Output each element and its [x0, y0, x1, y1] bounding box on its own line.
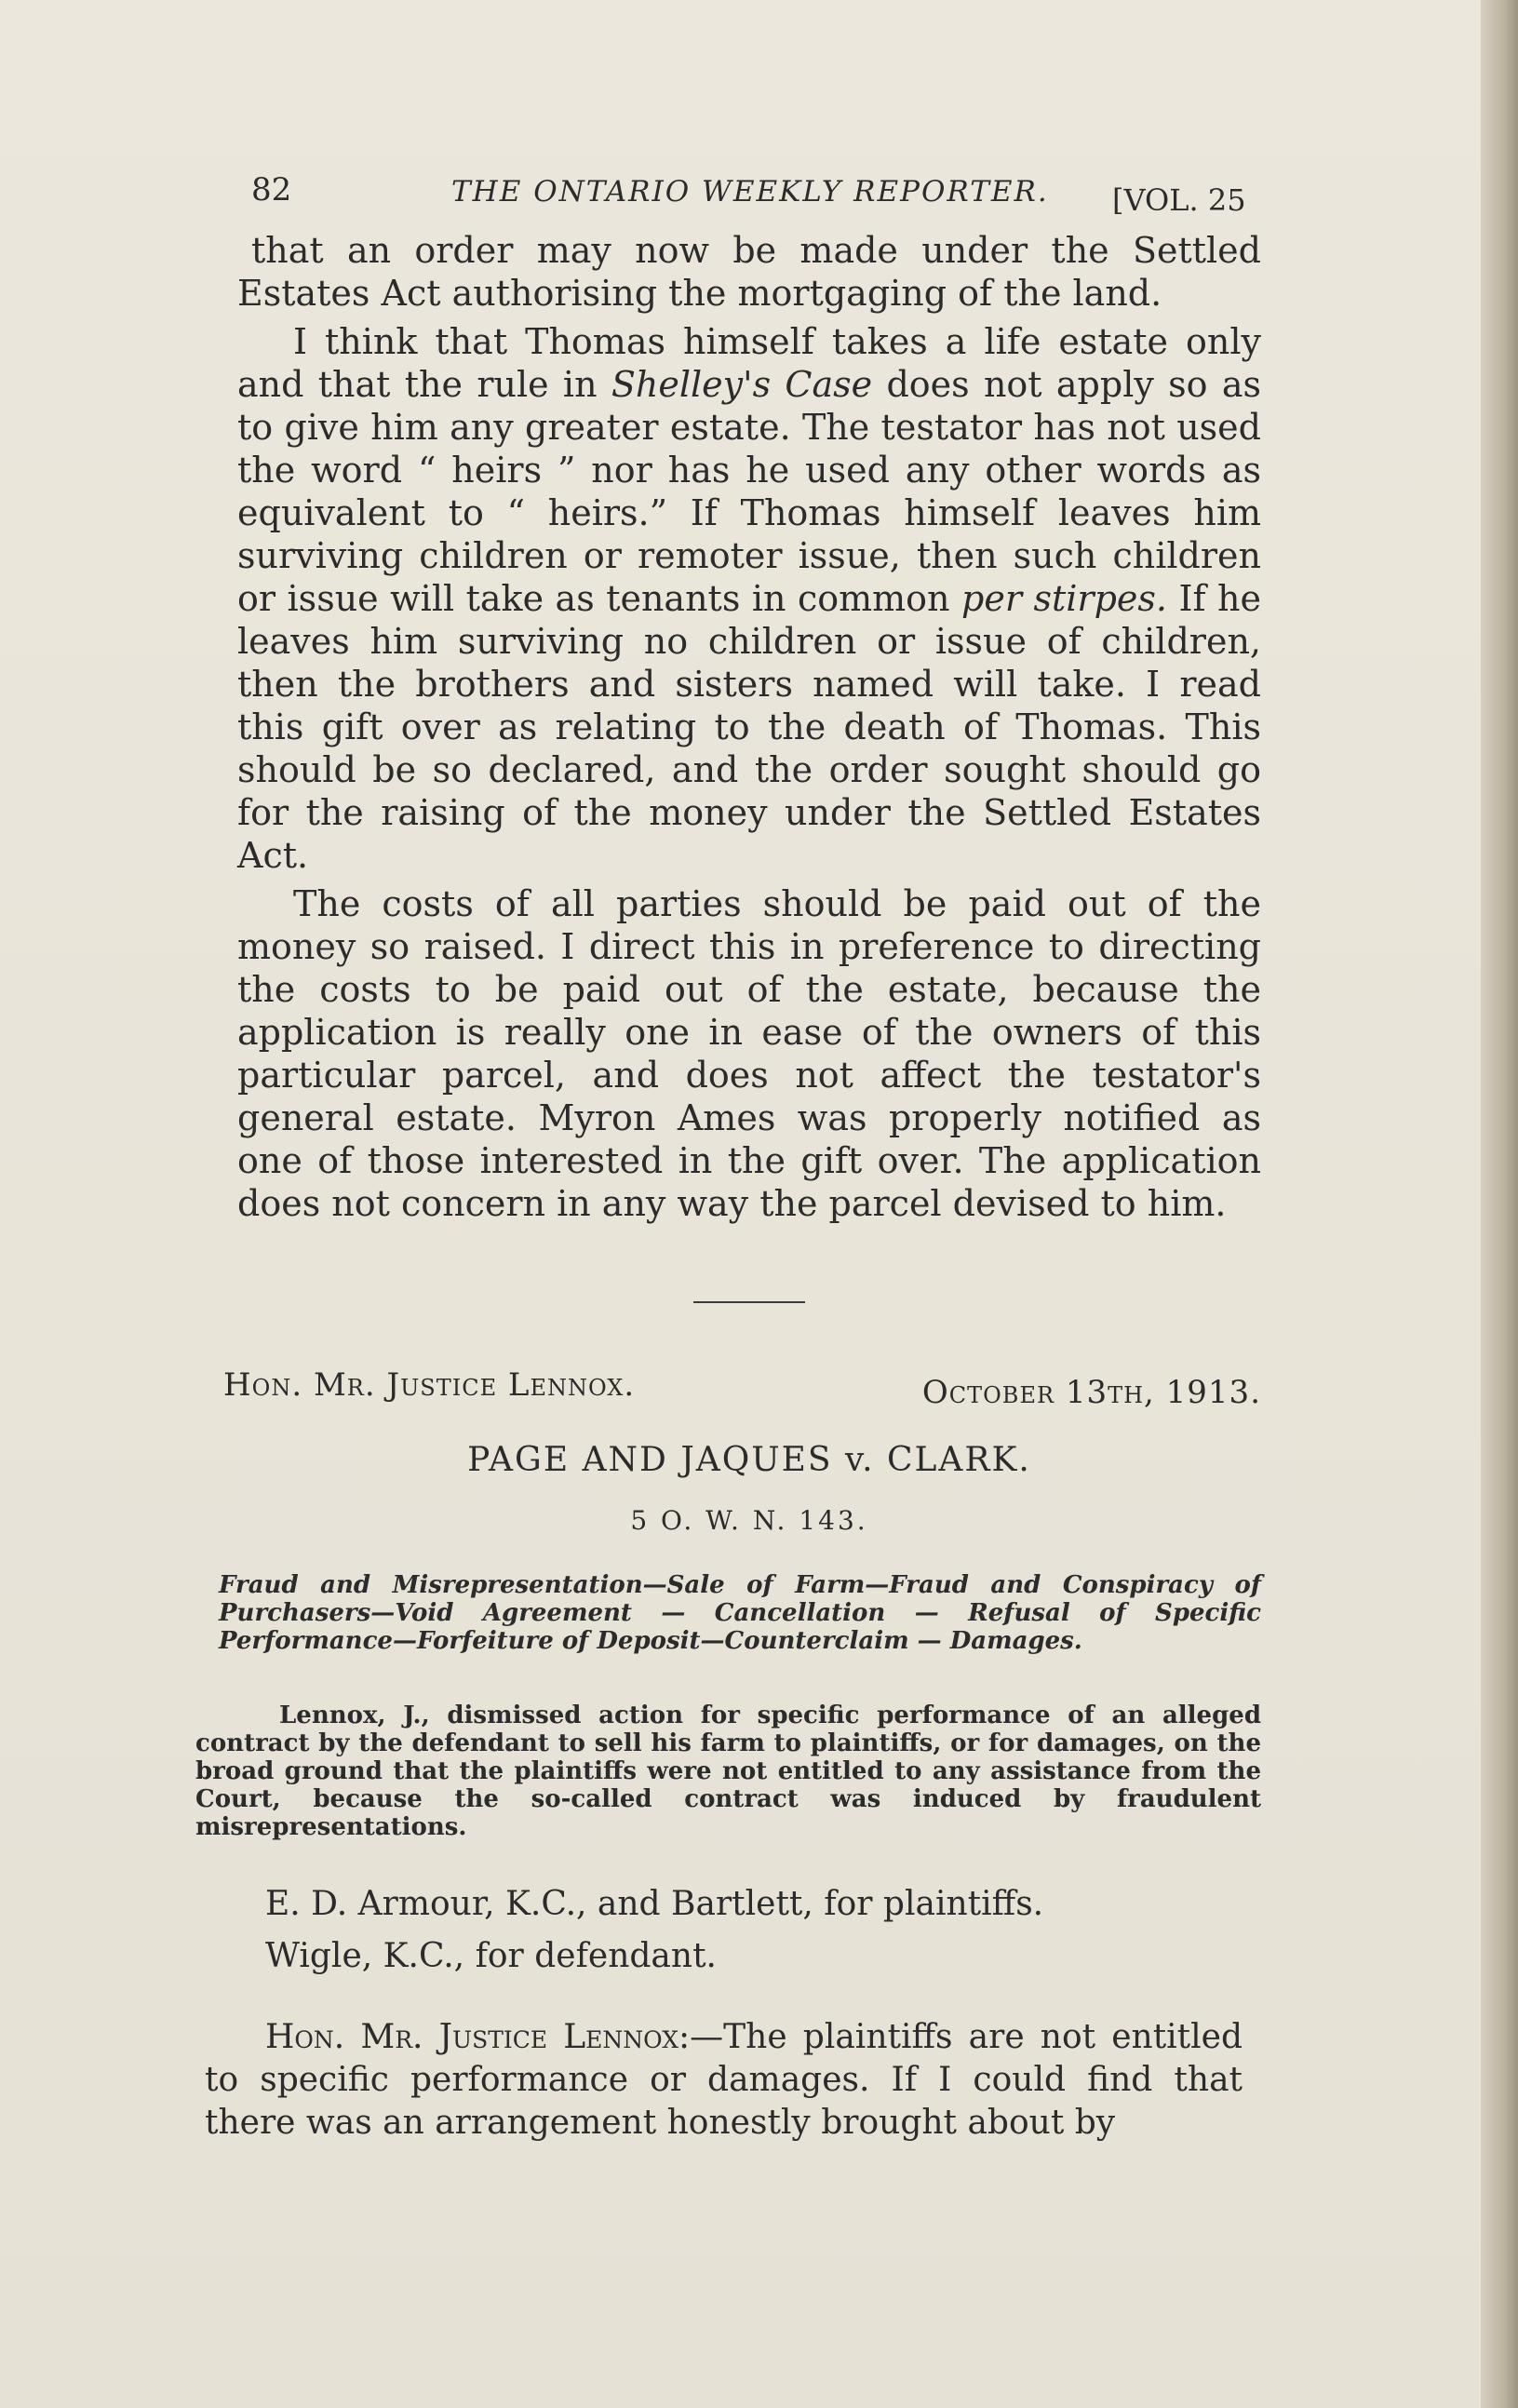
paragraph-costs: The costs of all parties should be paid out of the money so raised. I direct this in preference to directing the costs to be paid out of the estate, because the application is really one in ease of the owners of this particular parcel, and does not affect the testator's general estate. Myron Ames was properly notified as one of those interested in the gift over. The application does not concern in any way the parcel devised to him. [237, 883, 1261, 1224]
judgment-date: October 13th, 1913. [921, 1374, 1261, 1411]
judgment-opening [205, 2016, 1243, 2145]
case-header [223, 1366, 1261, 1424]
paragraph-continuation: that an order may now be made under the Settled Estates Act authorising the mortgaging of the land. [237, 230, 1261, 314]
counsel-plaintiffs: E. D. Armour, K.C., and Bartlett, for plaintiffs. [265, 1885, 1044, 1923]
case-title: PAGE AND JAQUES v. CLARK. [467, 1441, 1031, 1479]
headnote: Fraud and Misrepresentation—Sale of Farm—Fraud and Conspiracy of Purchasers—Void Agreement — Cancellation — Refusal of Specific Performance—Forfeiture of Deposit—Counterclaim — Damages. [219, 1571, 1261, 1655]
running-head [237, 164, 1261, 220]
volume-label: [VOL. 25 [1112, 182, 1246, 218]
case-citation: 5 O. W. N. 143. [630, 1505, 868, 1536]
judgment-text: :—The plaintiffs are not entitled to specific performance or damages. If I could find that there was an arrangement honestly brought about by [205, 2018, 1243, 2142]
counsel-list [265, 1878, 1261, 1983]
paragraph-text: If he leaves him surviving no children or issue of children, then the brothers and sisters named will take. I read this gift over as relating to the death of Thomas. This should be so declared, and the order sought should go for the raising of the money under the Settled Estates Act. [237, 578, 1261, 876]
paragraph-text: does not apply so as to give him any greater estate. The testator has not used the word “ heirs ” nor has he used any other words as equivalent to “ heirs.” If Thomas himself leaves him surviving children or remoter issue, then such children or issue will take as tenants in common [237, 364, 1261, 619]
judge-name: Hon. Mr. Justice Lennox. [223, 1366, 636, 1404]
case-name-italic: Shelley's Case [611, 364, 873, 405]
latin-phrase-italic: per stirpes. [961, 578, 1167, 619]
judgment-speaker: Hon. Mr. Justice Lennox [265, 2018, 679, 2056]
section-divider [693, 1301, 805, 1303]
case-summary: Lennox, J., dismissed action for specific performance of an alleged contract by the defendant to sell his farm to plaintiffs, or for damages, on the broad ground that the plaintiffs were not entitled to any assistance from the Court, because the so-called contract was induced by fraudulent misrepresentations. [195, 1702, 1261, 1841]
paragraph-text: I think that Thomas himself takes a life estate only and that the rule in [237, 321, 1261, 405]
journal-title: THE ONTARIO WEEKLY REPORTER. [451, 175, 1049, 209]
page-edge [1481, 0, 1518, 2408]
page-content [195, 164, 1261, 2178]
counsel-defendant: Wigle, K.C., for defendant. [265, 1937, 717, 1975]
paragraph-life-estate [237, 320, 1261, 877]
page-number: 82 [251, 171, 292, 209]
